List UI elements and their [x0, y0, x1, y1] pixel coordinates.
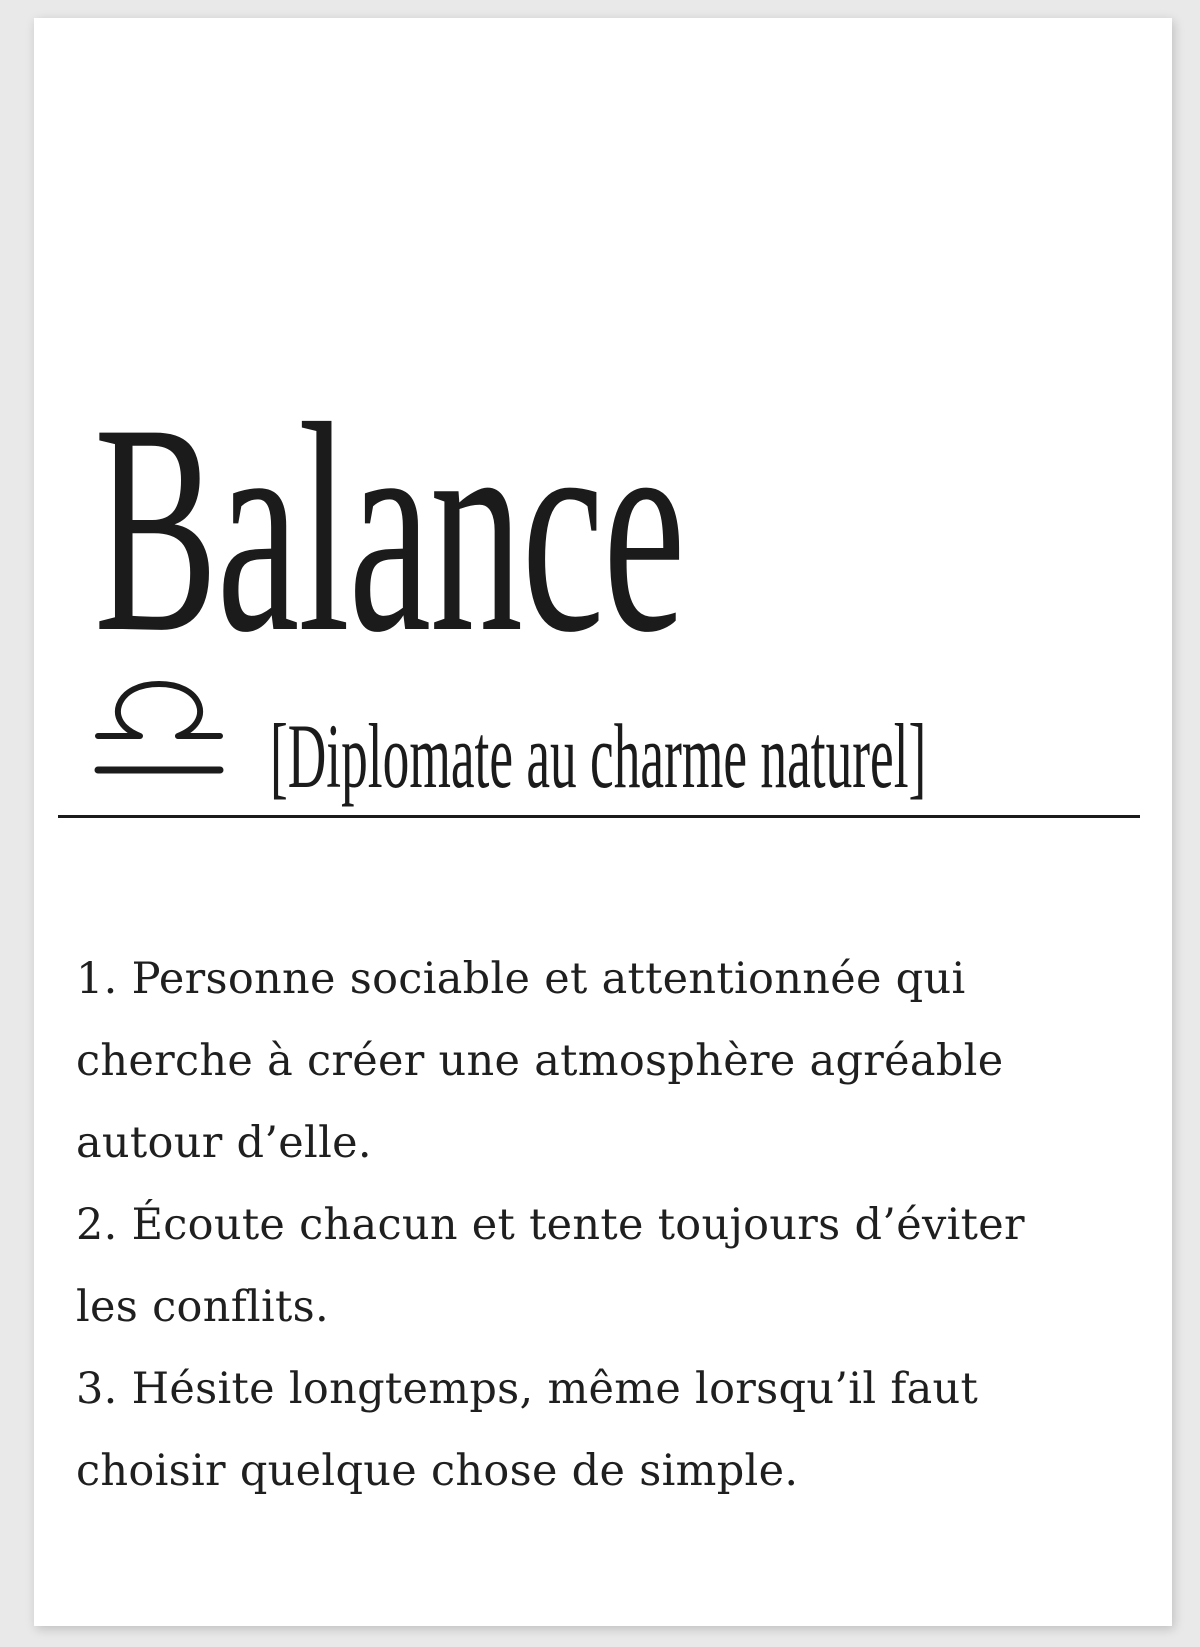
poster	[34, 18, 1172, 1626]
definition-line: cherche à créer une atmosphère agréable	[76, 1036, 1004, 1086]
poster-subtitle: [Diplomate au charme naturel]	[270, 705, 927, 807]
libra-zodiac-icon	[84, 678, 234, 798]
definition-line: 1. Personne sociable et attentionnée qui	[76, 954, 966, 1004]
divider-line	[58, 815, 1140, 818]
definition-line: choisir quelque chose de simple.	[76, 1446, 799, 1496]
definition-line: 3. Hésite longtemps, même lorsqu’il faut	[76, 1364, 979, 1414]
definition-line: 2. Écoute chacun et tente toujours d’éviter	[76, 1200, 1025, 1250]
poster-title: Balance	[94, 362, 685, 694]
definition-list	[76, 938, 1136, 1512]
definition-line: les conflits.	[76, 1282, 329, 1332]
definition-line: autour d’elle.	[76, 1118, 372, 1168]
